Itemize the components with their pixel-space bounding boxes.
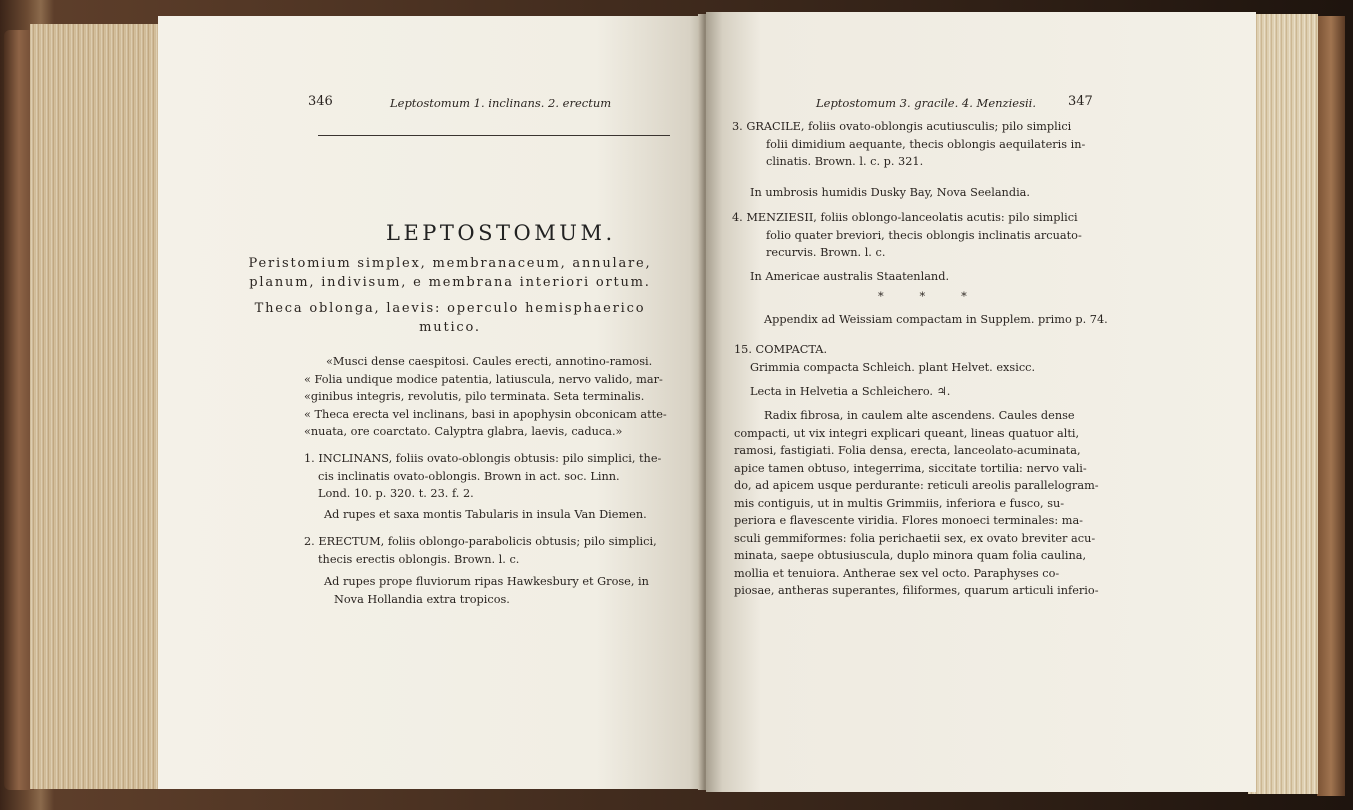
description-line: « Folia undique modice patentia, latiuscula, nervo valido, mar- — [304, 372, 663, 386]
species-line: thecis erectis oblongis. Brown. l. c. — [318, 552, 520, 566]
species-line: folii dimidium aequante, thecis oblongis aequilateris in- — [766, 137, 1086, 151]
appendix-note: Appendix ad Weissiam compactam in Supplem. primo p. 74. — [764, 313, 1108, 326]
description-line: periora e flavescente viridia. Flores monoeci terminales: ma- — [734, 514, 1083, 527]
description-line: do, ad apicem usque perdurante: reticuli areolis parallelogram- — [734, 479, 1099, 492]
head-rule — [318, 135, 670, 136]
peristome-definition-line-2: planum, indivisum, e membrana interiori ortum. — [249, 275, 651, 290]
species-line: recurvis. Brown. l. c. — [766, 246, 886, 259]
collected-line: Lecta in Helvetia a Schleichero. ♃. — [750, 385, 951, 398]
running-head: Leptostomum 3. gracile. 4. Menziesii. — [816, 96, 1036, 110]
asterism-divider: * * * — [878, 290, 967, 303]
synonym-line: Grimmia compacta Schleich. plant Helvet. exsicc. — [750, 361, 1036, 374]
description-line: compacti, ut vix integri explicari queant, lineas quatuor alti, — [734, 426, 1080, 440]
species-1-entry — [304, 450, 661, 503]
description-line: apice tamen obtuso, integerrima, siccitate tortilia: nervo vali- — [734, 461, 1087, 475]
species-4-entry — [732, 209, 1082, 262]
description-line: ramosi, fastigiati. Folia densa, erecta, lanceolato-acuminata, — [734, 444, 1081, 457]
right-page — [706, 12, 1256, 792]
description-line: Radix fibrosa, in caulem alte ascendens. Caules dense — [764, 409, 1075, 422]
species-3-locality: In umbrosis humidis Dusky Bay, Nova Seelandia. — [750, 186, 1031, 199]
species-3-entry — [732, 118, 1085, 171]
left-page — [158, 16, 706, 789]
species-line: 2. ERECTUM, foliis oblongo-parabolicis obtusis; pilo simplici, — [304, 535, 657, 548]
species-15-heading: 15. COMPACTA. — [734, 343, 828, 356]
description-line: minata, saepe obtusiuscula, duplo minora quam folia caulina, — [734, 549, 1087, 562]
description-line: piosae, antheras superantes, filiformes, quarum articuli inferio- — [734, 584, 1099, 597]
locality-line: Ad rupes prope fluviorum ripas Hawkesbury et Grose, in — [324, 575, 649, 588]
description-line: mollia et tenuiora. Antherae sex vel octo. Paraphyses co- — [734, 566, 1060, 580]
genus-title: LEPTOSTOMUM. — [386, 221, 616, 245]
right-page-edges — [1248, 14, 1318, 794]
running-head: Leptostomum 1. inclinans. 2. erectum — [390, 96, 612, 110]
description-line: mis contiguis, ut in multis Grimmiis, inferiora e fusco, su- — [734, 496, 1065, 510]
locality-line: Nova Hollandia extra tropicos. — [334, 592, 510, 606]
peristome-definition-line-1: Peristomium simplex, membranaceum, annulare, — [248, 256, 652, 271]
page-number: 346 — [308, 94, 333, 109]
description-line: « Theca erecta vel inclinans, basi in apophysin obconicam atte- — [304, 407, 667, 421]
right-cover — [1317, 16, 1345, 796]
description-line: «Musci dense caespitosi. Caules erecti, annotino-ramosi. — [326, 355, 653, 368]
species-line: Lond. 10. p. 320. t. 23. f. 2. — [318, 487, 474, 500]
theca-definition-line-2: mutico. — [419, 320, 481, 335]
species-line: 1. INCLINANS, foliis ovato-oblongis obtusis: pilo simplici, the- — [304, 452, 662, 465]
species-line: clinatis. Brown. l. c. p. 321. — [766, 155, 924, 168]
species-2-entry — [304, 533, 657, 568]
species-4-locality: In Americae australis Staatenland. — [750, 270, 950, 283]
species-description — [734, 407, 1099, 600]
description-line: sculi gemmiformes: folia perichaetii sex, ex ovato breviter acu- — [734, 531, 1096, 545]
description-line: «ginibus integris, revolutis, pilo terminata. Seta terminalis. — [304, 390, 645, 403]
genus-description — [304, 353, 667, 441]
species-1-locality: Ad rupes et saxa montis Tabularis in insula Van Diemen. — [324, 508, 647, 521]
theca-definition-line-1: Theca oblonga, laevis: operculo hemisphaerico — [254, 301, 646, 316]
page-number: 347 — [1068, 94, 1093, 109]
species-line: 4. MENZIESII, foliis oblongo-lanceolatis acutis: pilo simplici — [732, 211, 1078, 224]
species-line: 3. GRACILE, foliis ovato-oblongis acutiusculis; pilo simplici — [732, 120, 1072, 133]
species-line: cis inclinatis ovato-oblongis. Brown in act. soc. Linn. — [318, 469, 620, 483]
description-line: «nuata, ore coarctato. Calyptra glabra, laevis, caduca.» — [304, 425, 623, 438]
species-2-locality — [324, 573, 649, 608]
left-page-edges — [30, 24, 160, 789]
species-line: folio quater breviori, thecis oblongis inclinatis arcuato- — [766, 228, 1082, 242]
